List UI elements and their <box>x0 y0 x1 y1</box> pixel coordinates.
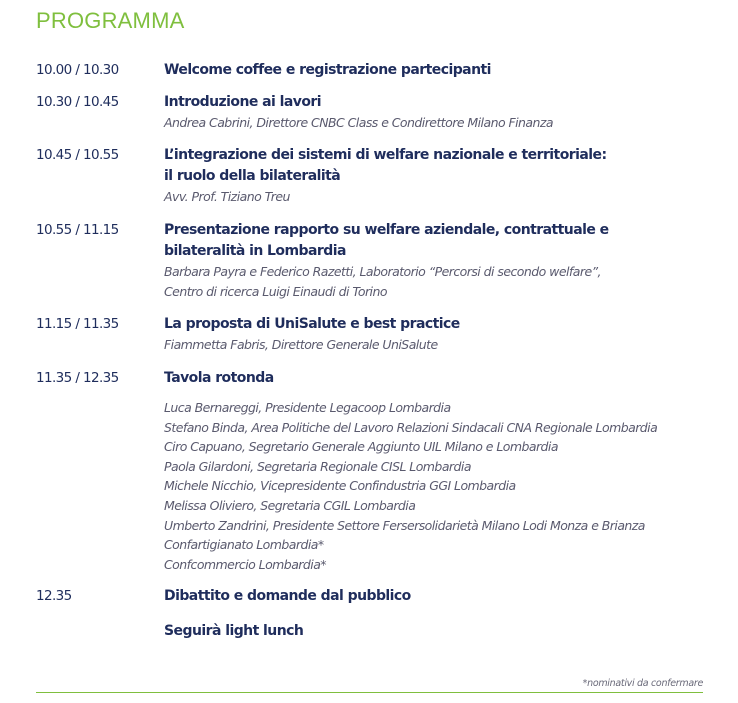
speaker-name: Fiammetta Fabris, Direttore Generale UniSalute <box>164 337 438 352</box>
speaker-name: Confcommercio Lombardia* <box>164 556 327 572</box>
session-title: Seguirà light lunch <box>164 623 304 639</box>
session-title: Tavola rotonda <box>164 370 274 386</box>
session-time: 10.45 / 10.55 <box>36 147 119 163</box>
divider <box>36 692 703 693</box>
speaker-name: Confartigianato Lombardia* <box>164 537 324 553</box>
speaker-name: Avv. Prof. Tiziano Treu <box>164 189 290 204</box>
session-title: Introduzione ai lavori <box>164 94 321 110</box>
roundtable-speakers <box>164 398 724 574</box>
speaker-name: Michele Nicchio, Vicepresidente Confindustria GGI Lombardia <box>164 478 516 494</box>
speaker-name: Barbara Payra e Federico Razetti, Laboratorio “Percorsi di secondo welfare”, <box>164 264 601 279</box>
session-time: 10.00 / 10.30 <box>36 62 119 78</box>
footnote: *nominativi da confermare <box>582 678 703 689</box>
session-content <box>164 92 724 133</box>
session-title: La proposta di UniSalute e best practice <box>164 316 460 332</box>
session-content <box>164 145 724 207</box>
session-title: bilateralità in Lombardia <box>164 243 346 259</box>
session-content <box>164 586 724 607</box>
speaker-name: Centro di ricerca Luigi Einaudi di Torino <box>164 283 387 299</box>
speaker-name: Umberto Zandrini, Presidente Settore Fersersolidarietà Milano Lodi Monza e Brianza <box>164 517 645 533</box>
session-time: 10.55 / 11.15 <box>36 222 119 238</box>
session-title: Dibattito e domande dal pubblico <box>164 588 411 604</box>
session-content <box>164 220 724 301</box>
speaker-name: Ciro Capuano, Segretario Generale Aggiunto UIL Milano e Lombardia <box>164 439 558 455</box>
session-content <box>164 368 724 574</box>
session-title: Presentazione rapporto su welfare aziendale, contrattuale e <box>164 222 609 238</box>
session-title: il ruolo della bilateralità <box>164 168 341 184</box>
session-time: 11.35 / 12.35 <box>36 370 119 386</box>
session-content <box>164 314 724 355</box>
session-time: 11.15 / 11.35 <box>36 316 119 332</box>
session-content <box>164 60 724 81</box>
session-content <box>164 621 724 642</box>
speaker-name: Luca Bernareggi, Presidente Legacoop Lombardia <box>164 400 451 415</box>
speaker-name: Stefano Binda, Area Politiche del Lavoro Relazioni Sindacali CNA Regionale Lombardia <box>164 419 658 435</box>
speaker-name: Andrea Cabrini, Direttore CNBC Class e Condirettore Milano Finanza <box>164 115 554 130</box>
session-title: Welcome coffee e registrazione partecipanti <box>164 62 491 78</box>
page-title: PROGRAMMA <box>36 8 185 33</box>
speaker-name: Melissa Oliviero, Segretaria CGIL Lombardia <box>164 497 416 513</box>
speaker-name: Paola Gilardoni, Segretaria Regionale CISL Lombardia <box>164 458 471 474</box>
session-time: 12.35 <box>36 588 72 604</box>
session-time: 10.30 / 10.45 <box>36 94 119 110</box>
session-title: L’integrazione dei sistemi di welfare nazionale e territoriale: <box>164 147 607 163</box>
